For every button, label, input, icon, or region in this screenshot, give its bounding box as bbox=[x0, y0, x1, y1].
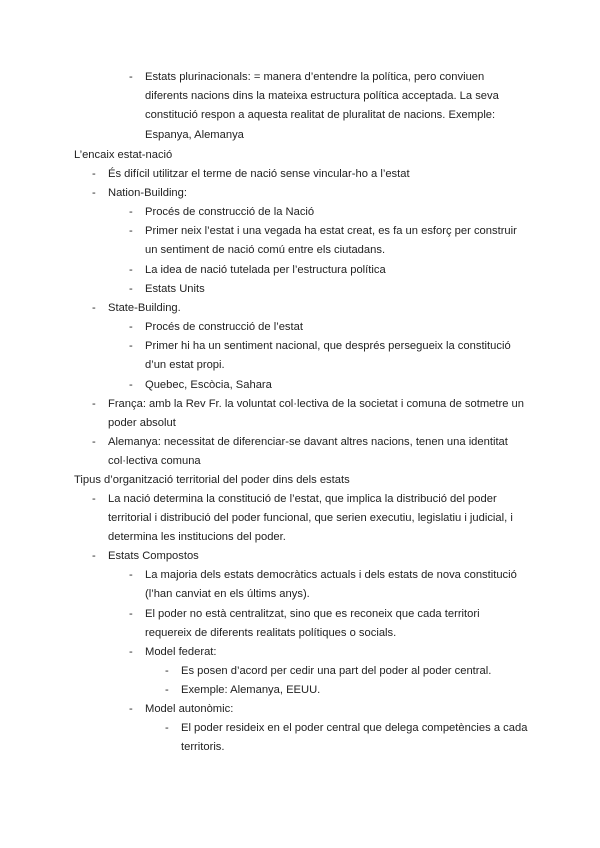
list-item-text: Nation-Building: bbox=[108, 187, 187, 199]
list-item bbox=[92, 165, 528, 184]
bullet-dash: - bbox=[92, 168, 96, 180]
bullet-dash: - bbox=[129, 646, 133, 658]
list-item bbox=[129, 261, 528, 280]
list-item-estats-compostos bbox=[92, 547, 528, 566]
list-item-estats-plurinacionals bbox=[129, 68, 528, 145]
list-item bbox=[165, 662, 531, 681]
list-item-nation-building bbox=[92, 184, 528, 203]
list-item-text: La nació determina la constitució de l’estat, que implica la distribució del poder territorial i distribució del poder funcional, que serien executiu, legislatiu i judicial, i determina les institucions del poder. bbox=[108, 493, 513, 544]
bullet-dash: - bbox=[165, 665, 169, 677]
bullet-dash: - bbox=[129, 608, 133, 620]
bullet-dash: - bbox=[129, 225, 133, 237]
list-item bbox=[129, 566, 528, 604]
list-item-franca bbox=[92, 395, 528, 433]
list-item-text: El poder no està centralitzat, sino que es reconeix que cada territori requereix de diferents realitats polítiques o socials. bbox=[145, 608, 480, 640]
heading-encaix-estat-nacio: L’encaix estat-nació bbox=[74, 149, 173, 161]
bullet-dash: - bbox=[92, 550, 96, 562]
list-item-text: El poder resideix en el poder central que delega competències a cada territoris. bbox=[181, 722, 528, 754]
bullet-dash: - bbox=[92, 436, 96, 448]
list-item-text: Estats plurinacionals: = manera d’entendre la política, pero conviuen diferents nacions dins la mateixa estructura política acceptada. La seva constitució respon a aquesta realitat de pluralitat de nacions. Exemple: Espanya, Alemanya bbox=[145, 71, 499, 141]
list-item-text: França: amb la Rev Fr. la voluntat col·lectiva de la societat i comuna de sotmetre un poder absolut bbox=[108, 398, 524, 430]
list-item-text: Model federat: bbox=[145, 646, 217, 658]
list-item-text: Model autonòmic: bbox=[145, 703, 234, 715]
list-item-model-federat bbox=[129, 643, 528, 662]
bullet-dash: - bbox=[165, 684, 169, 696]
heading-tipus-organitzacio: Tipus d’organització territorial del poder dins dels estats bbox=[74, 474, 350, 486]
list-item-text: Estats Compostos bbox=[108, 550, 199, 562]
bullet-dash: - bbox=[129, 569, 133, 581]
list-item bbox=[129, 376, 528, 395]
bullet-dash: - bbox=[129, 379, 133, 391]
list-item bbox=[165, 681, 531, 700]
bullet-dash: - bbox=[92, 493, 96, 505]
list-item-text: Exemple: Alemanya, EEUU. bbox=[181, 684, 321, 696]
list-item-text: Primer neix l’estat i una vegada ha estat creat, es fa un esforç per construir un sentiment de nació comú entre els ciutadans. bbox=[145, 225, 517, 257]
list-item bbox=[129, 318, 528, 337]
list-item-text: Es posen d’acord per cedir una part del poder al poder central. bbox=[181, 665, 492, 677]
list-item bbox=[92, 490, 528, 548]
list-item-text: Procés de construcció de la Nació bbox=[145, 206, 315, 218]
list-item bbox=[129, 605, 528, 643]
bullet-dash: - bbox=[129, 71, 133, 83]
bullet-dash: - bbox=[129, 264, 133, 276]
list-item-text: Primer hi ha un sentiment nacional, que després persegueix la constitució d’un estat propi. bbox=[145, 340, 511, 372]
bullet-dash: - bbox=[165, 722, 169, 734]
bullet-dash: - bbox=[129, 703, 133, 715]
list-item bbox=[165, 719, 531, 757]
bullet-dash: - bbox=[129, 321, 133, 333]
bullet-dash: - bbox=[92, 398, 96, 410]
list-item-text: La idea de nació tutelada per l’estructura política bbox=[145, 264, 386, 276]
bullet-dash: - bbox=[129, 340, 133, 352]
list-item bbox=[129, 280, 528, 299]
list-item-text: Alemanya: necessitat de diferenciar-se davant altres nacions, tenen una identitat col·lectiva comuna bbox=[108, 436, 508, 468]
list-item-state-building bbox=[92, 299, 528, 318]
bullet-dash: - bbox=[129, 206, 133, 218]
list-item-text: La majoria dels estats democràtics actuals i dels estats de nova constitució (l’han canviat en els últims anys). bbox=[145, 569, 517, 601]
list-item-model-autonomic bbox=[129, 700, 528, 719]
bullet-dash: - bbox=[129, 283, 133, 295]
list-item bbox=[129, 203, 528, 222]
list-item bbox=[129, 337, 528, 375]
list-item-text: Estats Units bbox=[145, 283, 205, 295]
list-item bbox=[129, 222, 528, 260]
list-item-text: És difícil utilitzar el terme de nació sense vincular-ho a l’estat bbox=[108, 168, 410, 180]
bullet-dash: - bbox=[92, 302, 96, 314]
list-item-text: Quebec, Escòcia, Sahara bbox=[145, 379, 272, 391]
list-item-text: State-Building. bbox=[108, 302, 181, 314]
bullet-dash: - bbox=[92, 187, 96, 199]
list-item-text: Procés de construcció de l’estat bbox=[145, 321, 303, 333]
list-item-alemanya bbox=[92, 433, 528, 471]
